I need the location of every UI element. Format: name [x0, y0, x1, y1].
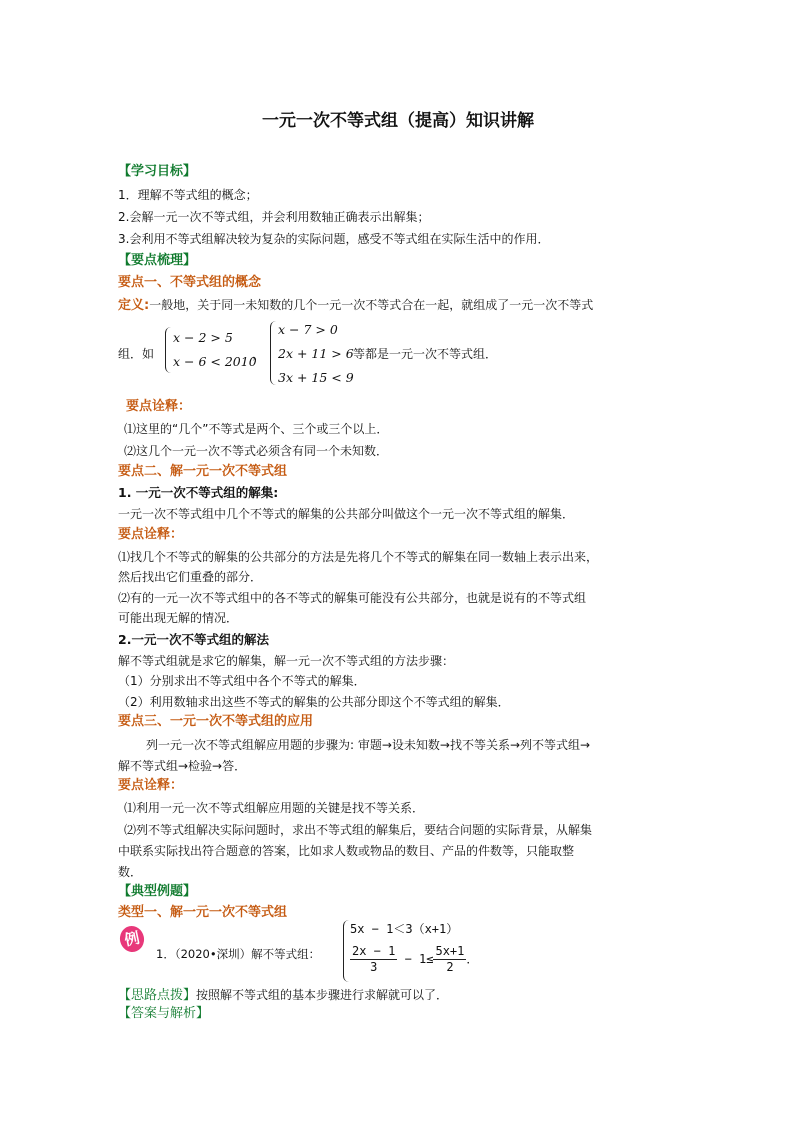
section-heading-points: 【要点梳理】 — [118, 253, 197, 268]
point-two-sub1-text: 一元一次不等式组中几个不等式的解集的公共部分叫做这个一元一次不等式组的解集． — [118, 507, 575, 521]
question-inequality-two — [350, 943, 478, 975]
point-one-heading: 要点一、不等式组的概念 — [118, 275, 262, 290]
fraction-two — [433, 944, 466, 975]
goal-item: 1．理解不等式组的概念； — [118, 188, 258, 202]
system-two-row: 2x + 11 > 6 — [278, 346, 354, 361]
system-one-brace — [165, 327, 172, 373]
note-label: 要点诠释： — [118, 778, 184, 793]
note-item: ⑴这里的“几个”不等式是两个、三个或三个以上． — [124, 422, 389, 436]
fraction-two-denominator: 2 — [446, 960, 454, 974]
application-line: 列一元一次不等式组解应用题的步骤为: 审题→设未知数→找不等关系→列不等式组→ — [146, 738, 591, 752]
point-two-heading: 要点二、解一元一次不等式组 — [118, 464, 288, 479]
system-one-row: x − 6 < 2010 — [173, 354, 257, 369]
question-text: 1．（2020•深圳）解不等式组： — [156, 947, 321, 961]
inequality-middle: − 1≤ — [397, 952, 434, 966]
section-heading-goals: 【学习目标】 — [118, 164, 197, 179]
point-two-sub1: 1. 一元一次不等式组的解集: — [118, 485, 279, 500]
fraction-two-numerator: 5x+1 — [435, 944, 465, 958]
answer-label: 【答案与解析】 — [118, 1006, 210, 1021]
example-prefix: 组．如 — [118, 347, 155, 361]
note-item: 中联系实际找出符合题意的答案，比如求人数或物品的数目、产品的件数等，只能取整 — [118, 844, 575, 858]
type-one-heading: 类型一、解一元一次不等式组 — [118, 905, 288, 920]
page-title: 一元一次不等式组（提高）知识讲解 — [262, 111, 534, 131]
method-line: （1）分别求出不等式组中各个不等式的解集． — [118, 674, 366, 688]
question-inequality-one: 5x − 1＜3（x+1） — [350, 922, 459, 936]
example-suffix: 等都是一元一次不等式组． — [353, 347, 498, 361]
example-comma: ， — [252, 347, 265, 361]
application-line: 解不等式组→检验→答． — [118, 759, 247, 773]
system-two-brace — [270, 321, 277, 385]
fraction-one-denominator: 3 — [370, 960, 378, 974]
system-one-row: x − 2 > 5 — [173, 330, 233, 345]
note-label: 要点诠释： — [118, 527, 184, 542]
definition-line — [118, 297, 593, 314]
system-two-row: 3x + 15 < 9 — [278, 370, 354, 385]
point-two-sub2: 2.一元一次不等式组的解法 — [118, 632, 269, 647]
goal-item: 3.会利用不等式组解决较为复杂的实际问题，感受不等式组在实际生活中的作用． — [118, 232, 550, 246]
hint-line — [118, 987, 448, 1004]
fraction-one-numerator: 2x − 1 — [352, 944, 396, 958]
definition-label: 定义: — [118, 298, 150, 313]
method-line: 解不等式组就是求它的解集，解一元一次不等式组的方法步骤： — [118, 654, 455, 668]
note-item: 可能出现无解的情况． — [118, 611, 239, 625]
goal-item: 2.会解一元一次不等式组，并会利用数轴正确表示出解集； — [118, 210, 430, 224]
note-item: ⑴利用一元一次不等式组解应用题的关键是找不等关系． — [124, 801, 425, 815]
hint-label: 【思路点拨】 — [118, 988, 197, 1003]
note-item: 然后找出它们重叠的部分． — [118, 570, 263, 584]
definition-text: 一般地，关于同一未知数的几个一元一次不等式合在一起，就组成了一元一次不等式 — [149, 298, 594, 312]
method-line: （2）利用数轴求出这些不等式的解集的公共部分即这个不等式组的解集． — [118, 695, 510, 709]
note-item: 数． — [118, 865, 143, 879]
system-two-row: x − 7 > 0 — [278, 322, 338, 337]
fraction-one — [350, 944, 397, 975]
note-label: 要点诠释： — [126, 399, 192, 414]
point-three-heading: 要点三、一元一次不等式组的应用 — [118, 714, 314, 729]
question-system-brace — [343, 920, 350, 982]
section-heading-examples: 【典型例题】 — [118, 884, 197, 899]
note-item: ⑵这几个一元一次不等式必须含有同一个未知数． — [124, 444, 389, 458]
hint-text: 按照解不等式组的基本步骤进行求解就可以了． — [196, 988, 449, 1002]
note-item: ⑵有的一元一次不等式组中的各不等式的解集可能没有公共部分，也就是说有的不等式组 — [118, 591, 587, 605]
inequality-end: ． — [466, 952, 479, 966]
note-item: ⑵列不等式组解决实际问题时，求出不等式组的解集后，要结合问题的实际背景，从解集 — [124, 823, 593, 837]
note-item: ⑴找几个不等式的解集的公共部分的方法是先将几个不等式的解集在同一数轴上表示出来， — [118, 550, 599, 564]
example-badge: 例 — [118, 924, 147, 954]
